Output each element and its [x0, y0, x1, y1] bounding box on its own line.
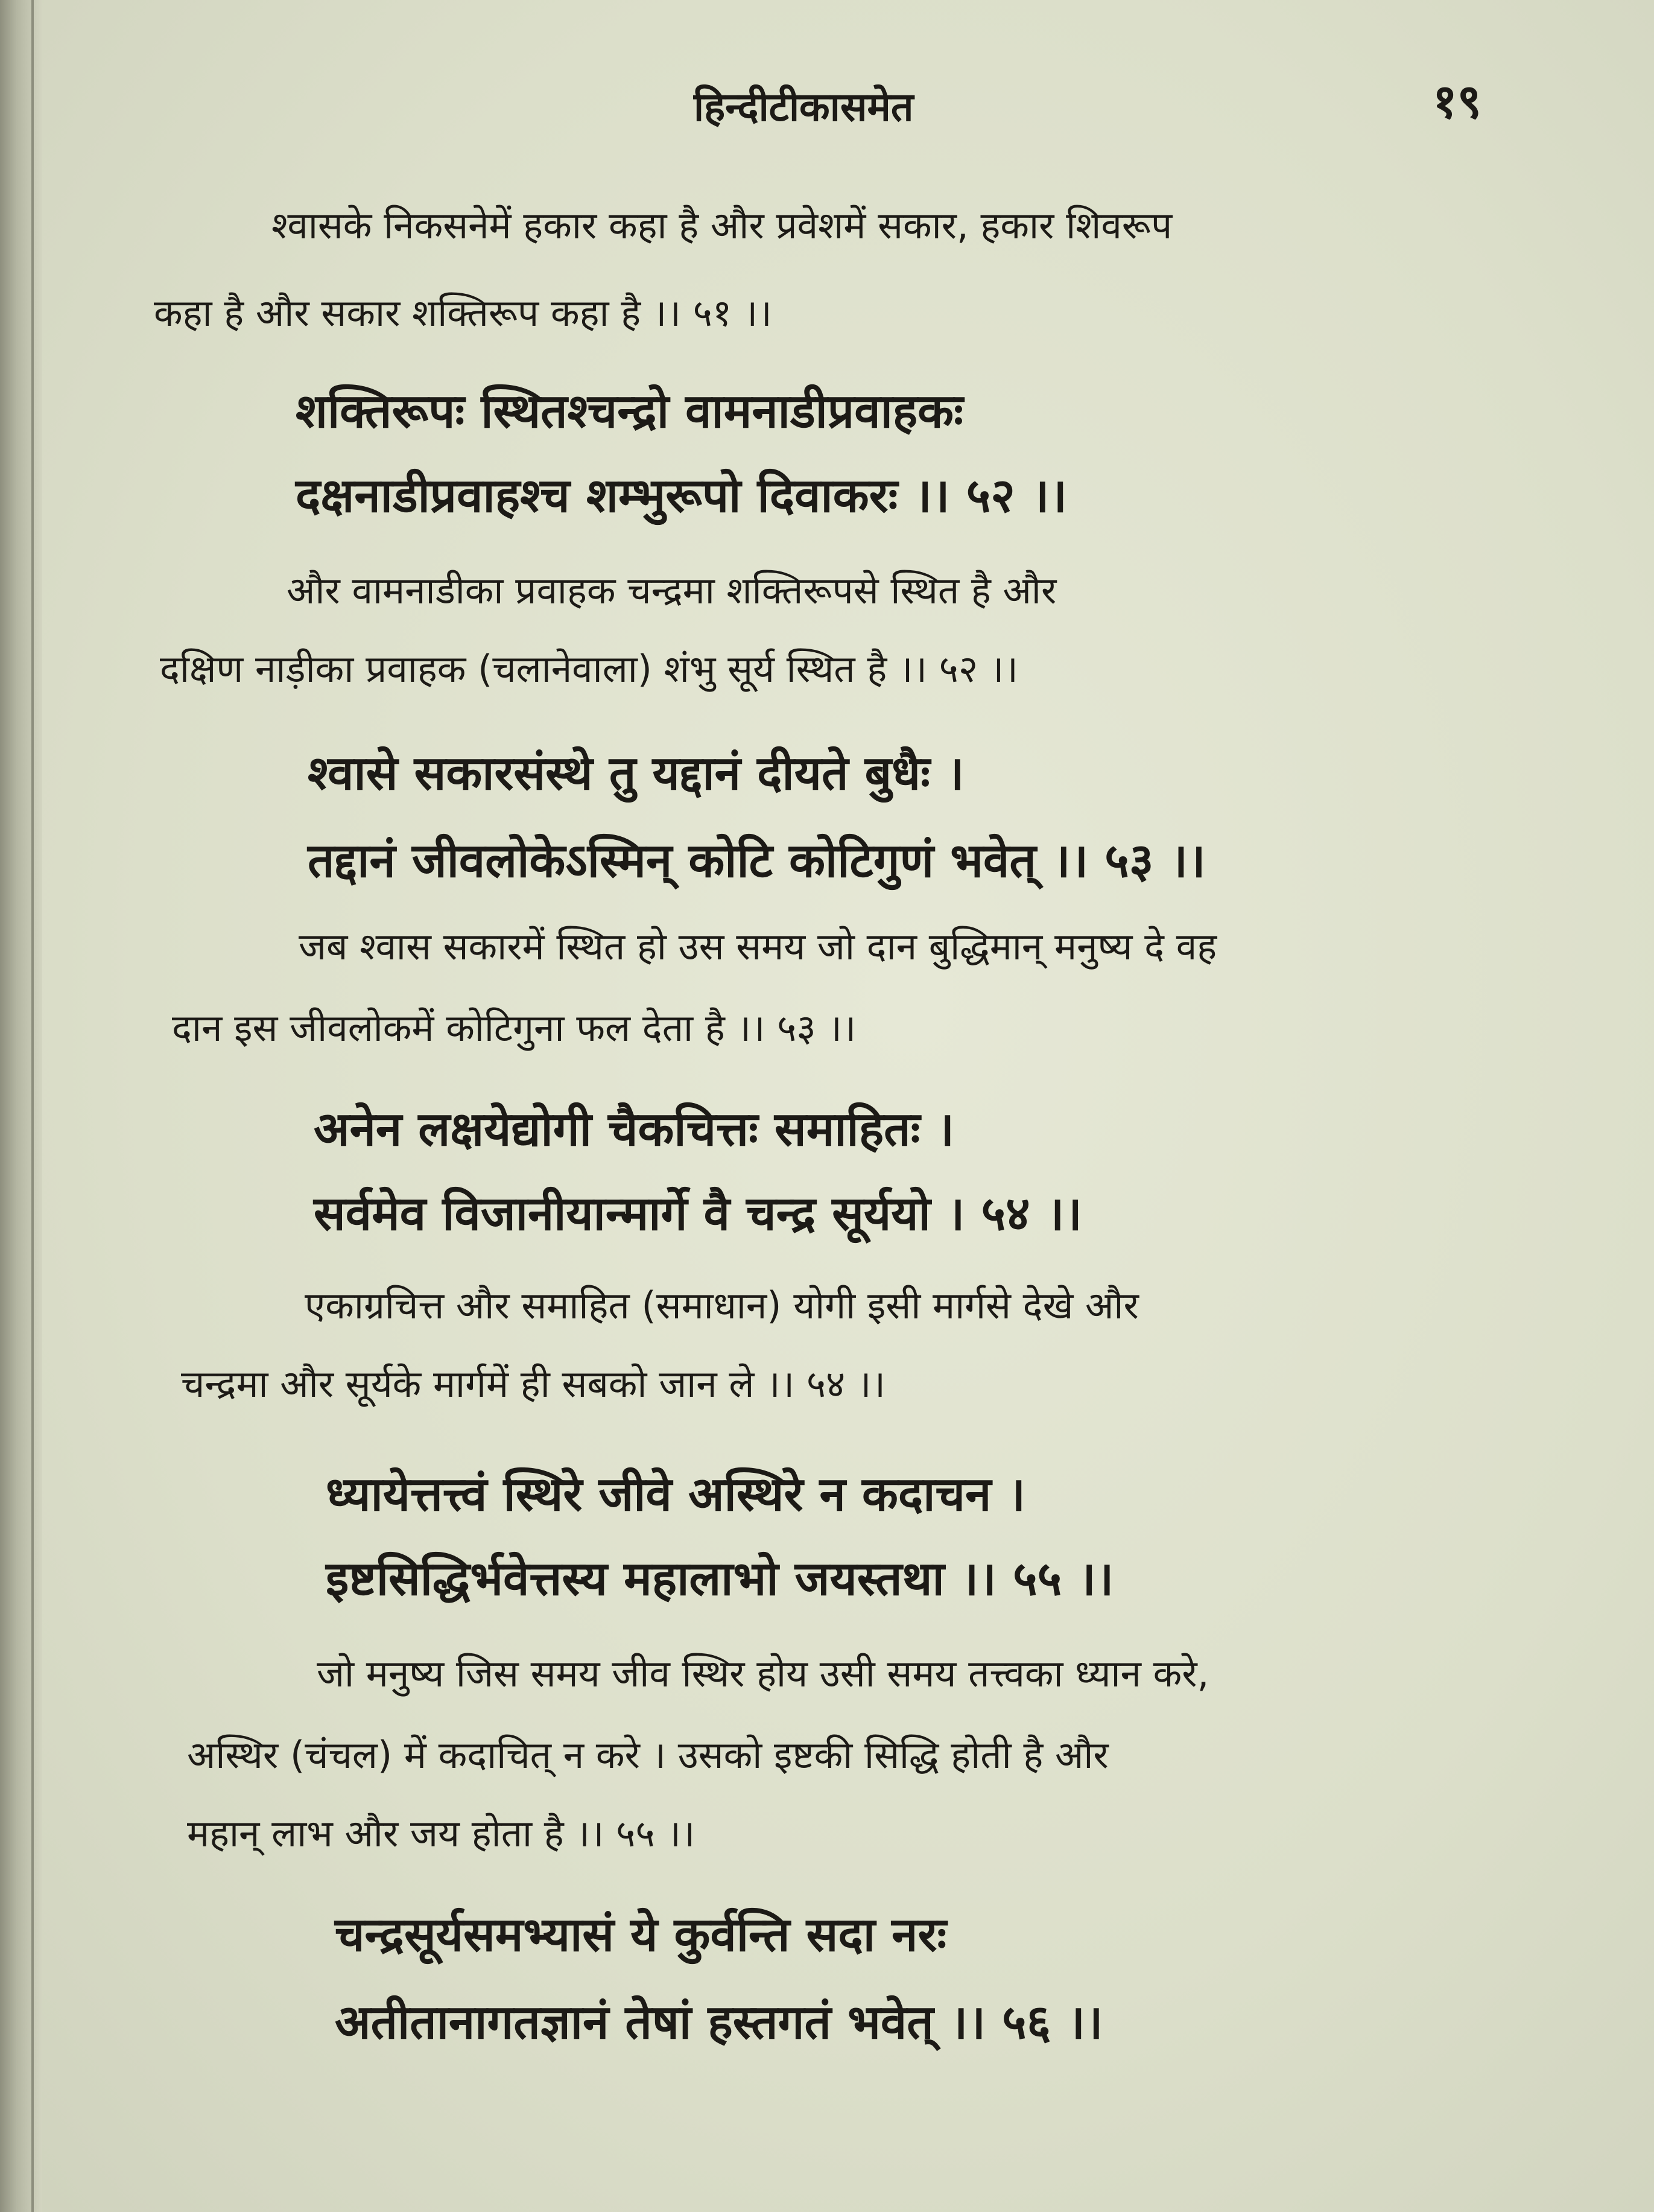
book-gutter-line — [31, 0, 34, 2212]
verse-line: इष्टसिद्धिर्भवेत्तस्य महालाभो जयस्तथा ।। ५५ ।। — [326, 1552, 1114, 1606]
verse-line: ध्यायेत्तत्त्वं स्थिरे जीवे अस्थिरे न कदाचन । — [326, 1467, 1026, 1522]
prose-line: कहा है और सकार शक्तिरूप कहा है ।। ५१ ।। — [154, 291, 772, 335]
prose-line: दक्षिण नाड़ीका प्रवाहक (चलानेवाला) शंभु सूर्य स्थित है ।। ५२ ।। — [160, 647, 1018, 691]
prose-line: और वामनाडीका प्रवाहक चन्द्रमा शक्तिरूपसे स्थित है और — [287, 568, 1057, 612]
prose-line: अस्थिर (चंचल) में कदाचित् न करे । उसको इष्टकी सिद्धि होती है और — [187, 1733, 1109, 1777]
page-number: १९ — [1433, 75, 1482, 129]
running-header-title: हिन्दीटीकासमेत — [694, 84, 914, 130]
prose-line: दान इस जीवलोकमें कोटिगुना फल देता है ।। ५३ ।। — [172, 1006, 857, 1050]
book-spine-shadow — [0, 0, 42, 2212]
prose-line: श्वासके निकसनेमें हकार कहा है और प्रवेशमें सकार, हकार शिवरूप — [271, 203, 1173, 247]
verse-line: तद्दानं जीवलोकेऽस्मिन् कोटि कोटिगुणं भवेत् ।। ५३ ।। — [308, 834, 1206, 888]
prose-line: जब श्वास सकारमें स्थित हो उस समय जो दान बुद्धिमान् मनुष्य दे वह — [299, 924, 1217, 968]
verse-line: श्वासे सकारसंस्थे तु यद्दानं दीयते बुधैः । — [308, 746, 965, 801]
prose-line: जो मनुष्य जिस समय जीव स्थिर होय उसी समय तत्त्वका ध्यान करे, — [317, 1651, 1209, 1696]
prose-line: महान् लाभ और जय होता है ।। ५५ ।। — [187, 1811, 696, 1855]
prose-line: एकाग्रचित्त और समाहित (समाधान) योगी इसी मार्गसे देखे और — [305, 1283, 1139, 1327]
verse-line: अतीतानागतज्ञानं तेषां हस्तगतं भवेत् ।। ५६ ।। — [335, 1995, 1103, 2050]
verse-line: अनेन लक्षयेद्योगी चैकचित्तः समाहितः । — [314, 1102, 955, 1157]
prose-line: चन्द्रमा और सूर्यके मार्गमें ही सबको जान ले ।। ५४ ।। — [181, 1362, 886, 1406]
verse-line: सर्वमेव विजानीयान्मार्गे वै चन्द्र सूर्ययो । ५४ ।। — [314, 1187, 1082, 1241]
verse-line: चन्द्रसूर्यसमभ्यासं ये कुर्वन्ति सदा नरः — [335, 1908, 947, 1962]
verse-line: शक्तिरूपः स्थितश्चन्द्रो वामनाडीप्रवाहकः — [296, 384, 963, 439]
verse-line: दक्षनाडीप्रवाहश्च शम्भुरूपो दिवाकरः ।। ५२ ।। — [296, 469, 1068, 523]
